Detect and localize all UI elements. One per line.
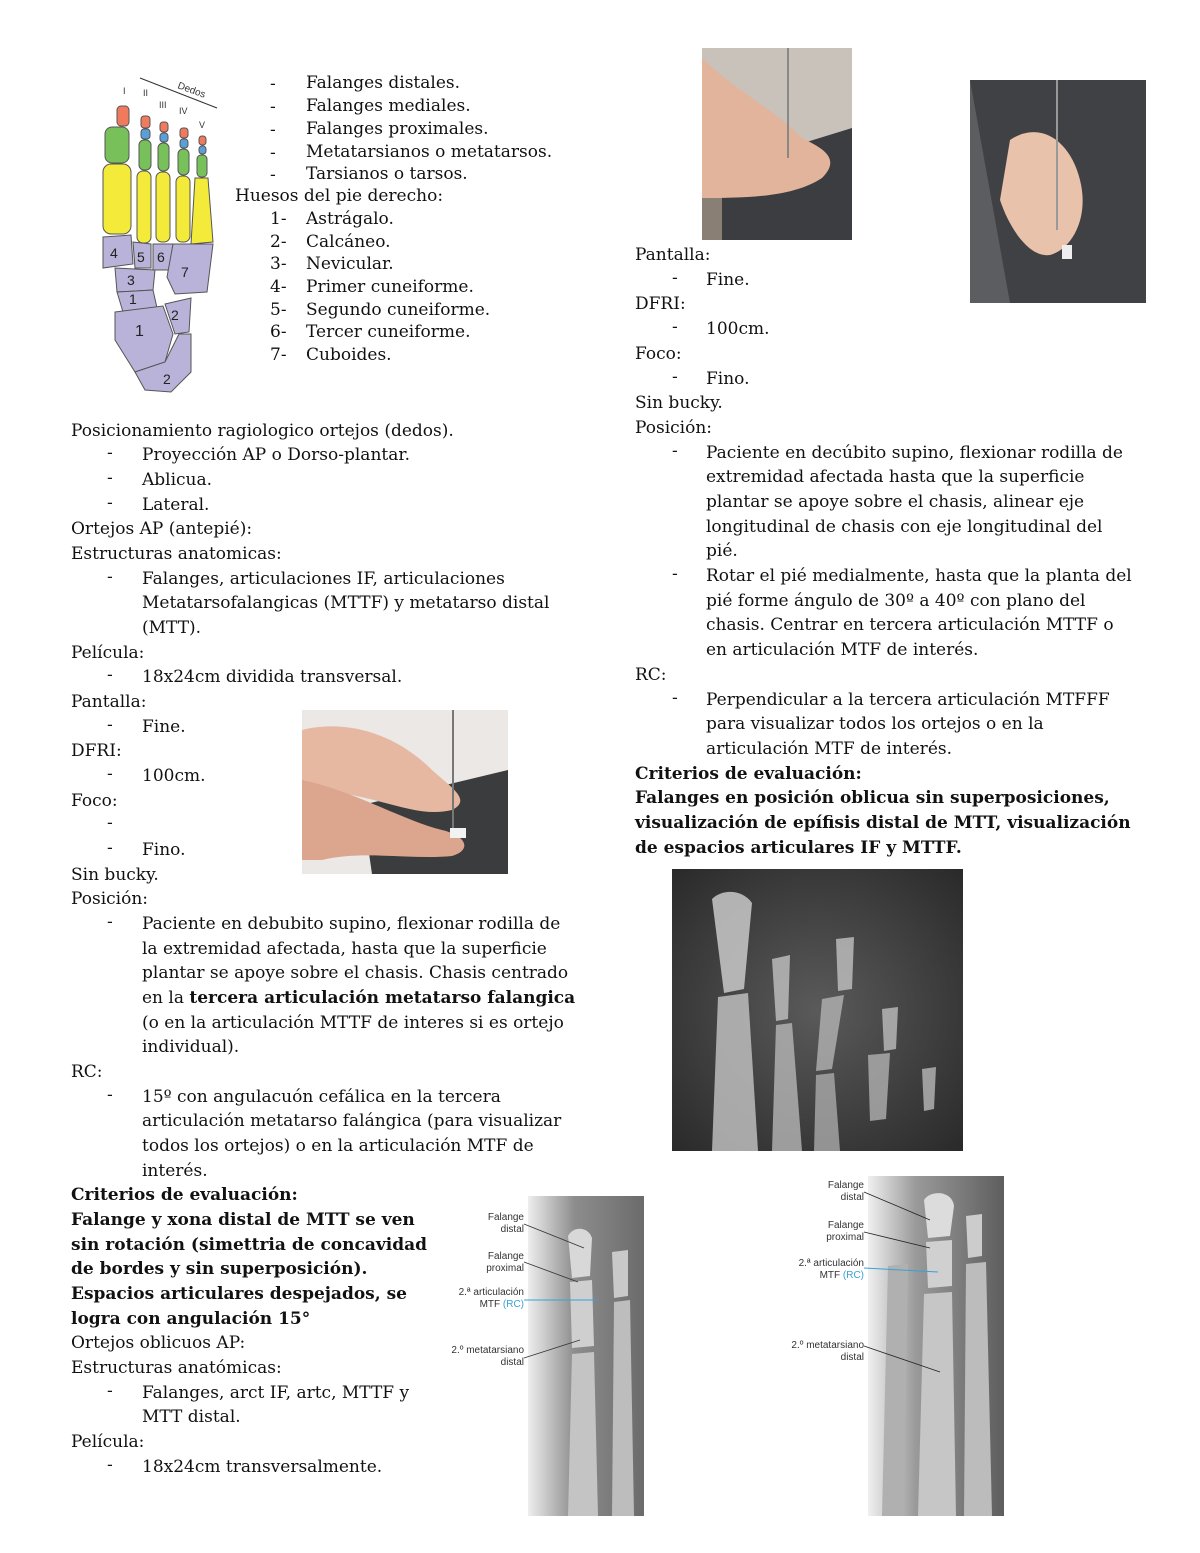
xray-leader-lines-2 <box>860 1180 1020 1400</box>
list-item: Metatarsianos o metatarsos. <box>306 142 553 162</box>
ap-positioning-photo <box>302 710 508 874</box>
oblique-positioning-photo-2 <box>970 80 1146 303</box>
criteria-heading-right: Criterios de evaluación: <box>635 764 862 784</box>
list-item: Astrágalo. <box>306 209 394 229</box>
list-item: Falanges distales. <box>306 73 461 93</box>
criteria-heading: Criterios de evaluación: <box>71 1185 298 1205</box>
bone-num-1b: 1 <box>135 323 144 340</box>
oblique-positioning-photo-1 <box>702 48 852 240</box>
oblique-xray-image <box>672 869 963 1151</box>
roman-4: IV <box>179 106 188 116</box>
bone-num-2a: 2 <box>171 307 179 323</box>
list-item: Nevicular. <box>306 254 394 274</box>
list-item: Primer cuneiforme. <box>306 277 474 297</box>
roman-1: I <box>123 86 126 96</box>
bone-num-3: 3 <box>127 272 135 288</box>
list-item: Segundo cuneiforme. <box>306 300 491 320</box>
roman-2: II <box>143 88 149 98</box>
roman-3: III <box>159 100 167 110</box>
list-item: Calcáneo. <box>306 232 391 252</box>
bone-num-2b: 2 <box>163 371 171 387</box>
roman-5: V <box>199 120 206 130</box>
list-item: Tarsianos o tarsos. <box>306 164 468 184</box>
bone-num-4: 4 <box>110 245 118 261</box>
huesos-heading: Huesos del pie derecho: <box>235 186 444 206</box>
list-item: Falanges proximales. <box>306 119 489 139</box>
section-title: Posicionamiento ragiologico ortejos (dedos). <box>71 421 454 441</box>
xray-leader-lines-1 <box>520 1210 640 1410</box>
list-item: Falanges mediales. <box>306 96 471 116</box>
bone-num-5: 5 <box>137 249 145 265</box>
bone-num-1a: 1 <box>129 291 137 307</box>
list-item: Tercer cuneiforme. <box>306 322 471 342</box>
foot-bones-diagram <box>95 72 225 400</box>
list-item: Cuboides. <box>306 345 392 365</box>
bone-num-7: 7 <box>181 264 189 280</box>
bone-num-6: 6 <box>157 249 165 265</box>
toe-label: Dedos <box>175 80 207 101</box>
